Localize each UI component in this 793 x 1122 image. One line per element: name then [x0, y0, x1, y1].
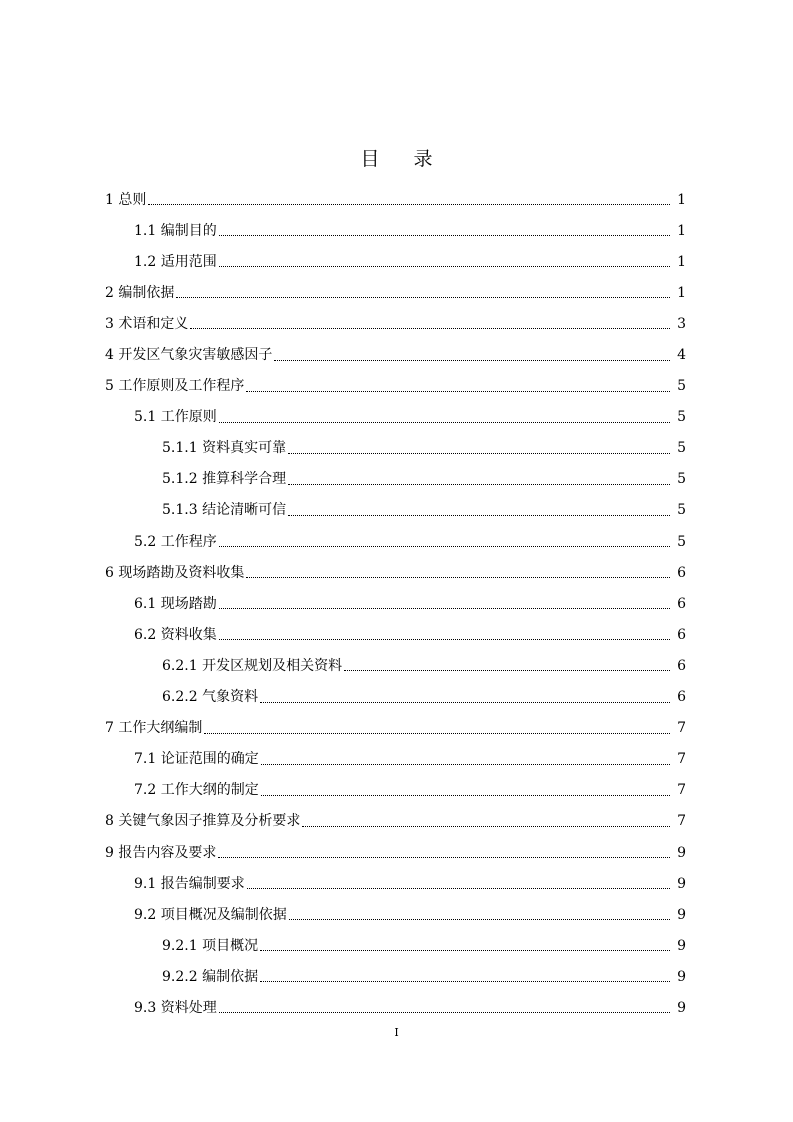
toc-entry[interactable] [0, 339, 793, 370]
dot-leader [219, 266, 670, 267]
toc-entry-page: 9 [677, 968, 686, 985]
dot-leader [260, 981, 670, 982]
toc-entry-label: 9.2.1 项目概况 [162, 937, 259, 954]
dot-leader [148, 204, 670, 205]
toc-entry-label: 5 工作原则及工作程序 [105, 378, 245, 395]
toc-entry-label: 2 编制依据 [105, 284, 175, 301]
dot-leader [219, 235, 670, 236]
dot-leader [219, 1012, 670, 1013]
toc-entry-label: 6.1 现场踏勘 [134, 595, 217, 612]
toc-entry[interactable] [0, 371, 793, 402]
toc-entry-page: 5 [677, 378, 686, 395]
toc-entry-label: 9.2.2 编制依据 [162, 968, 259, 985]
dot-leader [288, 484, 670, 485]
toc-entry-page: 9 [677, 999, 686, 1016]
toc-entry-label: 5.1 工作原则 [134, 409, 217, 426]
toc-entry-page: 5 [677, 409, 686, 426]
dot-leader [247, 888, 670, 889]
toc-entry-page: 9 [677, 937, 686, 954]
dot-leader [176, 297, 670, 298]
toc-entry[interactable] [0, 495, 793, 526]
dot-leader [260, 702, 670, 703]
dot-leader [344, 670, 670, 671]
dot-leader [261, 764, 670, 765]
toc-entry-label: 1.2 适用范围 [134, 253, 217, 270]
toc-entry-page: 7 [677, 751, 686, 768]
toc-entry[interactable] [0, 930, 793, 961]
dot-leader [289, 919, 670, 920]
toc-entry[interactable] [0, 868, 793, 899]
dot-leader [261, 795, 670, 796]
toc-entry-label: 9.2 项目概况及编制依据 [134, 906, 287, 923]
toc-entry[interactable] [0, 526, 793, 557]
toc-entry[interactable] [0, 557, 793, 588]
toc-entry[interactable] [0, 650, 793, 681]
toc-entry[interactable] [0, 184, 793, 215]
toc-entry[interactable] [0, 246, 793, 277]
toc-entry[interactable] [0, 588, 793, 619]
toc-entry-page: 9 [677, 844, 686, 861]
toc-entry-page: 5 [677, 471, 686, 488]
toc-entry-label: 5.1.2 推算科学合理 [162, 471, 287, 488]
toc-entry-page: 6 [677, 626, 686, 643]
toc-entry[interactable] [0, 744, 793, 775]
toc-entry[interactable] [0, 899, 793, 930]
toc-entry-page: 3 [677, 315, 686, 332]
toc-entry-page: 6 [677, 595, 686, 612]
toc-entry[interactable] [0, 215, 793, 246]
dot-leader [219, 422, 670, 423]
toc-entry-label: 5.1.1 资料真实可靠 [162, 440, 287, 457]
toc-entry[interactable] [0, 837, 793, 868]
toc-entry-page: 5 [677, 533, 686, 550]
toc-entry-page: 9 [677, 906, 686, 923]
toc-entry-label: 8 关键气象因子推算及分析要求 [105, 813, 301, 830]
dot-leader [246, 577, 670, 578]
toc-entry-page: 1 [677, 284, 686, 301]
dot-leader [302, 826, 670, 827]
toc-entry[interactable] [0, 402, 793, 433]
toc-entry-page: 6 [677, 657, 686, 674]
toc-entry-page: 4 [677, 347, 686, 364]
toc-entry-label: 6.2.1 开发区规划及相关资料 [162, 657, 343, 674]
toc-entry[interactable] [0, 682, 793, 713]
toc-entry-label: 3 术语和定义 [105, 315, 189, 332]
toc-entry-page: 9 [677, 875, 686, 892]
dot-leader [190, 328, 670, 329]
page-number: I [394, 1026, 399, 1039]
toc-entry-page: 6 [677, 564, 686, 581]
dot-leader [260, 950, 670, 951]
toc-entry-label: 4 开发区气象灾害敏感因子 [105, 347, 273, 364]
dot-leader [274, 360, 670, 361]
toc-entry-label: 9.1 报告编制要求 [134, 875, 245, 892]
toc-entry-page: 5 [677, 440, 686, 457]
dot-leader [219, 608, 670, 609]
dot-leader [219, 546, 670, 547]
toc-entry-label: 5.2 工作程序 [134, 533, 217, 550]
toc-entry-page: 1 [677, 222, 686, 239]
toc-entry[interactable] [0, 992, 793, 1023]
toc-entry[interactable] [0, 961, 793, 992]
toc-entry-label: 9 报告内容及要求 [105, 844, 217, 861]
toc-title: 目 录 [360, 148, 447, 170]
toc-entry-label: 9.3 资料处理 [134, 999, 217, 1016]
toc-entry-page: 1 [677, 253, 686, 270]
dot-leader [288, 515, 670, 516]
toc-entry[interactable] [0, 806, 793, 837]
toc-entry-label: 5.1.3 结论清晰可信 [162, 502, 287, 519]
dot-leader [288, 453, 670, 454]
toc-entry-label: 7.1 论证范围的确定 [134, 751, 259, 768]
toc-entry-page: 7 [677, 720, 686, 737]
toc-entry[interactable] [0, 619, 793, 650]
dot-leader [218, 857, 670, 858]
toc-entry[interactable] [0, 775, 793, 806]
toc-entry[interactable] [0, 433, 793, 464]
toc-list [0, 184, 793, 1024]
toc-entry-page: 7 [677, 782, 686, 799]
toc-entry[interactable] [0, 277, 793, 308]
toc-entry-label: 7 工作大纲编制 [105, 720, 203, 737]
toc-entry-label: 7.2 工作大纲的制定 [134, 782, 259, 799]
toc-entry-label: 6 现场踏勘及资料收集 [105, 564, 245, 581]
toc-entry-label: 1.1 编制目的 [134, 222, 217, 239]
toc-entry-page: 1 [677, 191, 686, 208]
toc-entry-page: 7 [677, 813, 686, 830]
dot-leader [219, 639, 670, 640]
toc-entry-label: 6.2.2 气象资料 [162, 689, 259, 706]
toc-entry[interactable] [0, 308, 793, 339]
toc-entry[interactable] [0, 464, 793, 495]
toc-entry-page: 5 [677, 502, 686, 519]
toc-entry-label: 1 总则 [105, 191, 147, 208]
toc-entry-page: 6 [677, 689, 686, 706]
toc-entry[interactable] [0, 713, 793, 744]
dot-leader [246, 391, 670, 392]
toc-entry-label: 6.2 资料收集 [134, 626, 217, 643]
dot-leader [204, 733, 670, 734]
